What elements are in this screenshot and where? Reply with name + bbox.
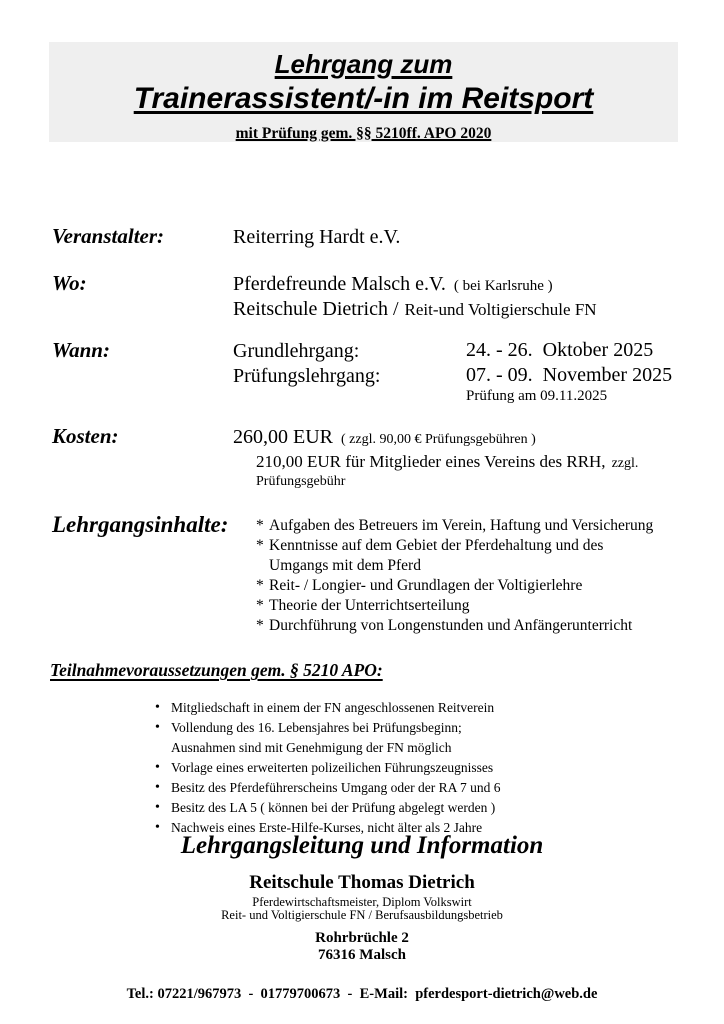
kosten-line2 bbox=[256, 452, 724, 490]
course-content-line bbox=[256, 616, 653, 636]
requirement-line bbox=[155, 698, 501, 718]
wann-course-2-name: Prüfungslehrgang: bbox=[233, 365, 381, 387]
course-content-text: Durchführung von Longenstunden und Anfängerunterricht bbox=[269, 617, 633, 634]
wo-line1 bbox=[233, 273, 553, 296]
course-content-text: Theorie der Unterrichtserteilung bbox=[269, 597, 470, 614]
course-content-text: Umgangs mit dem Pferd bbox=[269, 557, 421, 574]
course-content-line bbox=[256, 556, 653, 576]
requirement-text: Ausnahmen sind mit Genehmigung der FN möglich bbox=[171, 740, 452, 755]
veranstalter-value: Reiterring Hardt e.V. bbox=[233, 226, 401, 248]
course-title-line1: Lehrgang zum bbox=[274, 49, 453, 79]
requirement-line bbox=[155, 778, 501, 798]
asterisk-marker: * bbox=[256, 517, 264, 534]
requirement-text: Vollendung des 16. Lebensjahres bei Prüfungsbeginn; bbox=[171, 720, 462, 735]
requirement-text: Mitgliedschaft in einem der FN angeschlossenen Reitverein bbox=[171, 700, 495, 715]
asterisk-marker: * bbox=[256, 577, 264, 594]
address-street: Rohrbrüchle 2 bbox=[315, 930, 409, 946]
wann-exam-note: Prüfung am 09.11.2025 bbox=[466, 388, 608, 404]
wo-venue-2: Reitschule Dietrich / bbox=[233, 298, 399, 320]
wann-course-2-date: 07. - 09. November 2025 bbox=[466, 364, 673, 386]
course-content-text: Reit- / Longier- und Grundlagen der Voltigierlehre bbox=[269, 577, 583, 594]
kosten-line1 bbox=[233, 426, 536, 449]
requirement-text: Vorlage eines erweiterten polizeilichen Führungszeugnisses bbox=[171, 760, 494, 775]
course-content-list bbox=[256, 516, 653, 636]
school-qualification: Pferdewirtschaftsmeister, Diplom Volkswirt bbox=[252, 895, 472, 909]
inhalte-label: Lehrgangsinhalte: bbox=[52, 512, 229, 537]
wann-course-1-name: Grundlehrgang: bbox=[233, 340, 360, 362]
school-business: Reit- und Voltigierschule FN / Berufsausbildungsbetrieb bbox=[221, 908, 503, 922]
kosten-label: Kosten: bbox=[52, 424, 119, 448]
contact-heading: Lehrgangsleitung und Information bbox=[180, 832, 544, 859]
asterisk-marker: * bbox=[256, 537, 264, 554]
wo-line2 bbox=[233, 298, 597, 321]
bullet-marker: • bbox=[155, 720, 160, 735]
requirements-heading: Teilnahmevoraussetzungen gem. § 5210 APO: bbox=[50, 660, 383, 680]
course-content-line bbox=[256, 576, 653, 596]
bullet-marker: • bbox=[155, 760, 160, 775]
course-content-text: Aufgaben des Betreuers im Verein, Haftung und Versicherung bbox=[269, 517, 654, 534]
requirement-text: Besitz des LA 5 ( können bei der Prüfung abgelegt werden ) bbox=[171, 800, 496, 815]
contact-line: Tel.: 07221/967973 - 01779700673 - E-Mail: pferdesport-dietrich@web.de bbox=[126, 986, 598, 1002]
course-title-line2: Trainerassistent/-in im Reitsport bbox=[133, 82, 594, 115]
bullet-marker: • bbox=[155, 800, 160, 815]
header-box bbox=[49, 42, 678, 142]
requirements-list bbox=[155, 698, 501, 838]
asterisk-marker: * bbox=[256, 597, 264, 614]
wo-label: Wo: bbox=[52, 271, 87, 295]
bullet-marker bbox=[155, 738, 171, 758]
course-content-line bbox=[256, 516, 653, 536]
bullet-marker: • bbox=[155, 820, 160, 835]
requirement-line bbox=[155, 738, 501, 758]
school-name: Reitschule Thomas Dietrich bbox=[249, 872, 475, 893]
requirement-line bbox=[155, 758, 501, 778]
bullet-marker: • bbox=[155, 780, 160, 795]
course-content-line bbox=[256, 536, 653, 556]
veranstalter-label: Veranstalter: bbox=[52, 224, 165, 248]
wo-venue-2-note: Reit-und Voltigierschule FN bbox=[404, 300, 597, 319]
kosten-discount-note: zzgl. Prüfungsgebühr bbox=[256, 456, 639, 489]
course-content-text: Kenntnisse auf dem Gebiet der Pferdehaltung und des bbox=[269, 537, 604, 554]
kosten-price-note: ( zzgl. 90,00 € Prüfungsgebühren ) bbox=[341, 432, 536, 447]
bullet-marker: • bbox=[155, 700, 160, 715]
kosten-price: 260,00 EUR bbox=[233, 426, 333, 448]
kosten-discount: 210,00 EUR für Mitglieder eines Vereins des RRH, bbox=[256, 452, 606, 471]
asterisk-marker: * bbox=[256, 617, 264, 634]
asterisk-marker bbox=[256, 556, 269, 576]
requirement-line bbox=[155, 798, 501, 818]
wann-course-1-date: 24. - 26. Oktober 2025 bbox=[466, 339, 654, 361]
wo-venue-1-note: ( bei Karlsruhe ) bbox=[453, 278, 553, 294]
requirement-text: Besitz des Pferdeführerscheins Umgang oder der RA 7 und 6 bbox=[171, 780, 501, 795]
wann-label: Wann: bbox=[52, 338, 110, 362]
requirement-line bbox=[155, 718, 501, 738]
course-content-line bbox=[256, 596, 653, 616]
course-subtitle: mit Prüfung gem. §§ 5210ff. APO 2020 bbox=[235, 125, 492, 142]
wo-venue-1: Pferdefreunde Malsch e.V. bbox=[233, 273, 446, 295]
requirement-text: Nachweis eines Erste-Hilfe-Kurses, nicht älter als 2 Jahre bbox=[171, 820, 483, 835]
address-city: 76316 Malsch bbox=[318, 947, 406, 963]
